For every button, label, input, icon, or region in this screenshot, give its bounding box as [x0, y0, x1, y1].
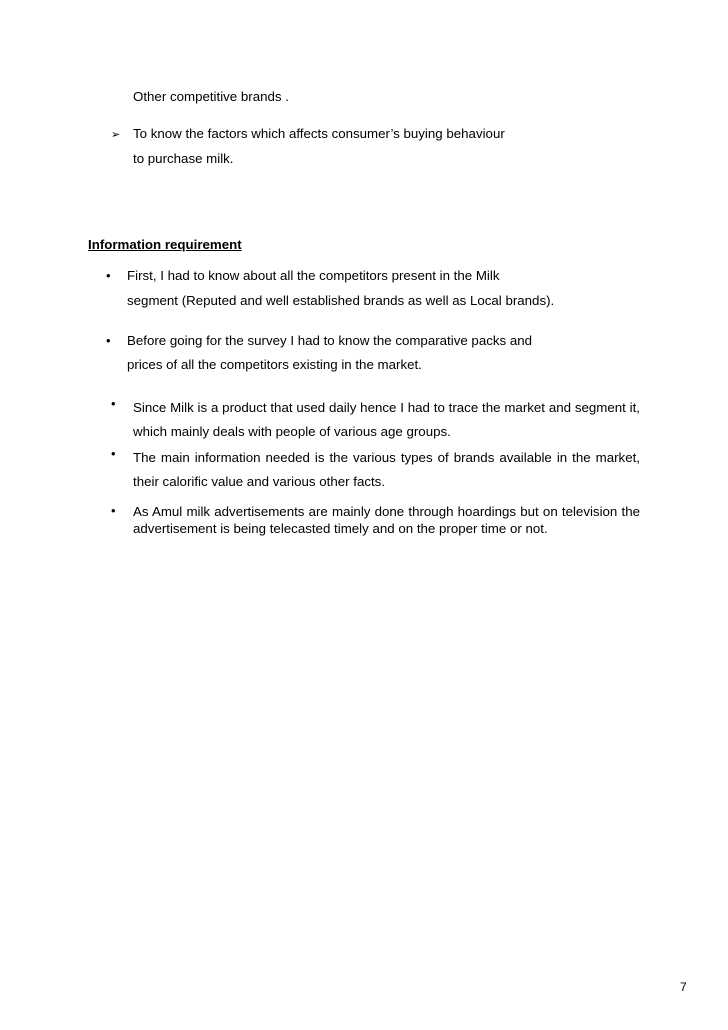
- list-item-text: To know the factors which affects consumer’s buying behaviour: [133, 126, 505, 141]
- bullet-icon: •: [111, 446, 116, 461]
- bullet-icon: •: [106, 268, 111, 283]
- list-item-continuation: Other competitive brands .: [133, 89, 289, 104]
- list-item-text: The main information needed is the various types of brands available in the market, their calorific value and various other facts.: [133, 450, 640, 489]
- list-item-text: prices of all the competitors existing in the market.: [127, 357, 422, 372]
- section-heading: Information requirement: [88, 237, 242, 252]
- list-item-text: segment (Reputed and well established brands as well as Local brands).: [127, 293, 555, 308]
- bullet-icon: •: [111, 396, 116, 411]
- list-item-text: First, I had to know about all the competitors present in the Milk: [127, 268, 500, 283]
- list-item-text: As Amul milk advertisements are mainly done through hoardings but on television the advertisement is being telecasted timely and on the proper time or not.: [133, 504, 640, 536]
- bullet-icon: •: [106, 333, 111, 348]
- list-item-text: Since Milk is a product that used daily hence I had to trace the market and segment it, which mainly deals with people of various age groups.: [133, 400, 640, 439]
- list-item-text: Before going for the survey I had to know the comparative packs and: [127, 333, 533, 348]
- page-number: 7: [680, 980, 687, 994]
- arrow-bullet-icon: ➢: [111, 129, 121, 141]
- list-item-text: to purchase milk.: [133, 151, 234, 166]
- bullet-icon: •: [111, 503, 116, 518]
